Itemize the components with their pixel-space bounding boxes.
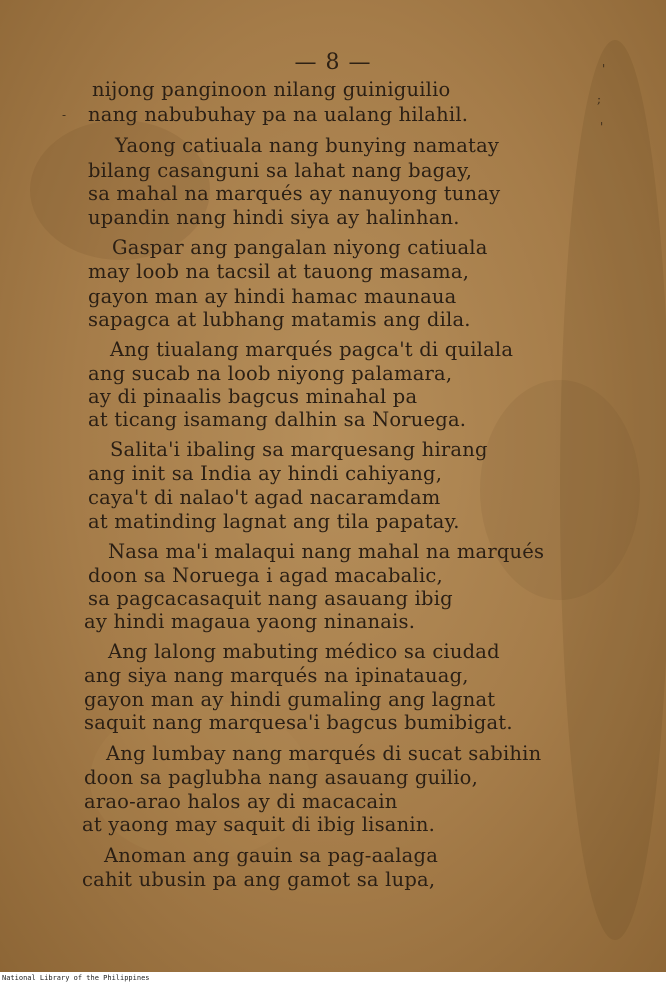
verse-line: Ang lumbay nang marqués di sucat sabihin bbox=[106, 742, 542, 765]
verse-line: at matinding lagnat ang tila papatay. bbox=[88, 510, 460, 533]
verse-line: gayon man ay hindi gumaling ang lagnat bbox=[84, 688, 496, 711]
page-number: — 8 — bbox=[294, 50, 372, 75]
verse-line: sa mahal na marqués ay nanuyong tunay bbox=[88, 182, 501, 205]
verse-line: bilang casanguni sa lahat nang bagay, bbox=[88, 159, 473, 182]
verse-line: at yaong may saquit di ibig lisanin. bbox=[82, 813, 435, 836]
verse-line: at ticang isamang dalhin sa Noruega. bbox=[88, 408, 467, 431]
verse-line: caya't di nalao't agad nacaramdam bbox=[88, 486, 441, 509]
verse-line: sapagca at lubhang matamis ang dila. bbox=[88, 308, 471, 331]
verse-line: nijong panginoon nilang guiniguilio bbox=[92, 78, 451, 101]
verse-line: cahit ubusin pa ang gamot sa lupa, bbox=[82, 868, 436, 891]
verse-line: gayon man ay hindi hamac maunaua bbox=[88, 285, 457, 308]
verse-line: Nasa ma'i malaqui nang mahal na marqués bbox=[108, 540, 545, 563]
verse-line: upandin nang hindi siya ay halinhan. bbox=[88, 206, 460, 229]
verse-line: Ang tiualang marqués pagca't di quilala bbox=[110, 338, 514, 361]
verse-line: Salita'i ibaling sa marquesang hirang bbox=[110, 438, 488, 461]
verse-line: arao-arao halos ay di macacain bbox=[84, 790, 398, 813]
verse-line: doon sa paglubha nang asauang guilio, bbox=[84, 766, 479, 789]
verse-line: Gaspar ang pangalan niyong catiuala bbox=[112, 236, 488, 259]
verse-line: Anoman ang gauin sa pag-aalaga bbox=[104, 844, 439, 867]
verse-line: sa pagcacasaquit nang asauang ibig bbox=[88, 587, 453, 610]
library-credit: National Library of the Philippines bbox=[2, 974, 150, 982]
verse-line: doon sa Noruega i agad macabalic, bbox=[88, 564, 443, 587]
verse-line: ang init sa India ay hindi cahiyang, bbox=[88, 462, 443, 485]
ink-speck: - bbox=[62, 108, 67, 122]
verse-line: saquit nang marquesa'i bagcus bumibigat. bbox=[84, 711, 513, 734]
ink-speck: ; bbox=[597, 92, 602, 106]
ink-speck: ' bbox=[600, 120, 604, 134]
verse-line: nang nabubuhay pa na ualang hilahil. bbox=[88, 103, 469, 126]
verse-line: ay hindi magaua yaong ninanais. bbox=[84, 610, 416, 633]
verse-line: Ang lalong mabuting médico sa ciudad bbox=[108, 640, 500, 663]
verse-line: ang sucab na loob niyong palamara, bbox=[88, 362, 453, 385]
verse-line: ay di pinaalis bagcus minahal pa bbox=[88, 385, 418, 408]
verse-line: ang siya nang marqués na ipinatauag, bbox=[84, 664, 469, 687]
verse-line: may loob na tacsil at tauong masama, bbox=[88, 260, 470, 283]
verse-line: Yaong catiuala nang bunying namatay bbox=[115, 134, 500, 157]
ink-speck: ' bbox=[602, 62, 606, 76]
